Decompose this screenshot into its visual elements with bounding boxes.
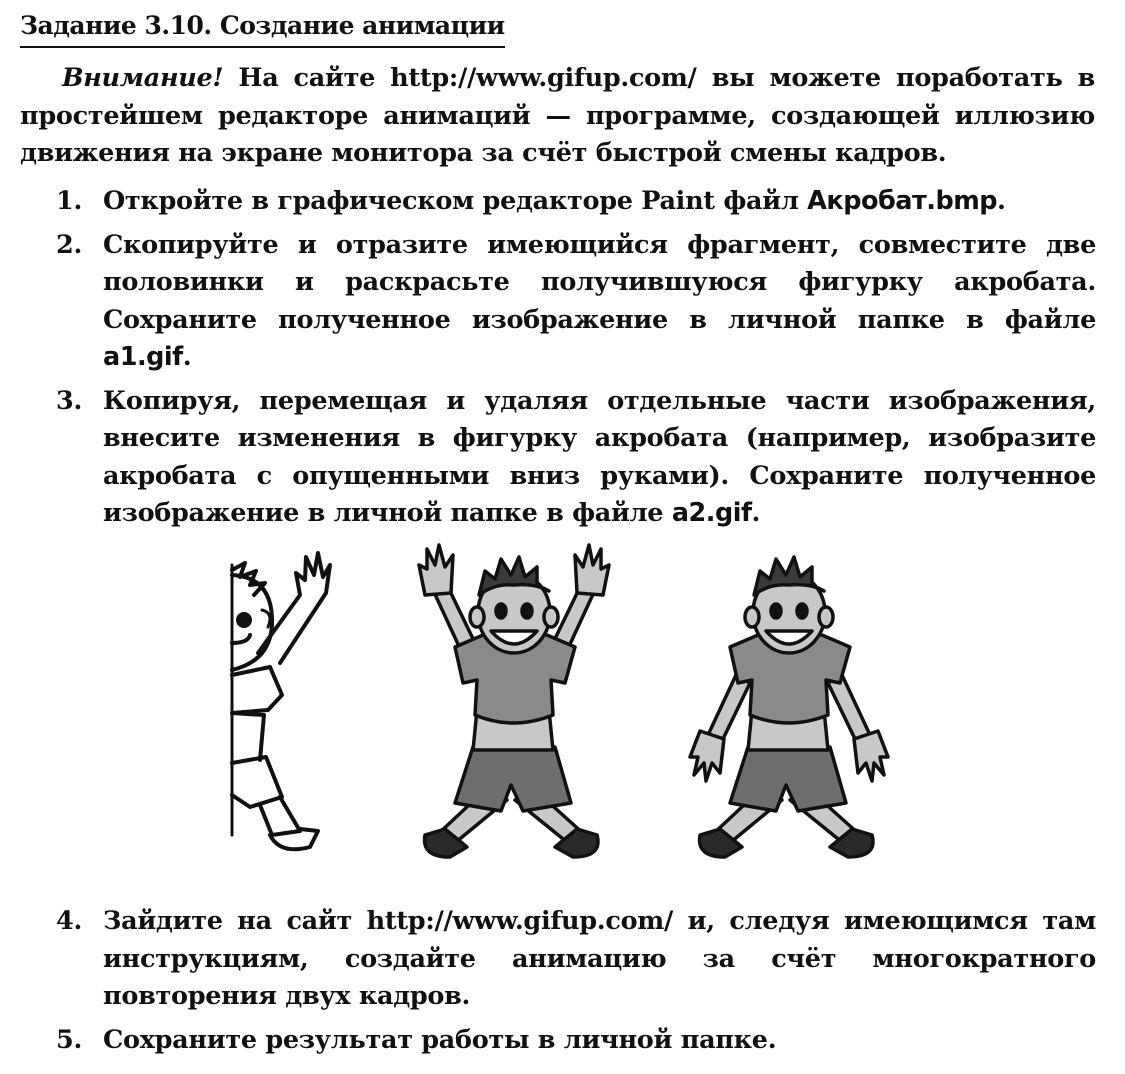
step-item bbox=[56, 383, 1096, 533]
step-item bbox=[56, 183, 1096, 221]
acrobat-figures bbox=[210, 535, 930, 880]
step-number: 1. bbox=[56, 186, 83, 216]
step-tail: . bbox=[182, 342, 192, 372]
step-text: Сохраните результат работы в личной папке. bbox=[103, 1024, 777, 1055]
step-text: Зайдите на сайт http://www.gifup.com/ и, следуя имеющимся там инструкциям, создайте анимацию за счёт многократного повторения двух кадров. bbox=[103, 906, 1096, 1011]
acrobat-arms-down bbox=[690, 557, 888, 857]
step-filename: a1.gif bbox=[103, 342, 183, 372]
step-number: 5. bbox=[56, 1024, 83, 1055]
steps-list-bottom bbox=[56, 903, 1096, 1065]
step-tail: . bbox=[751, 498, 761, 528]
attention-text: На сайте http://www.gifup.com/ вы можете поработать в простейшем редакторе анимаций — программе, создающей иллюзию движения на экране монитора за счёт быстрой смены кадров. bbox=[20, 63, 1095, 168]
step-tail: . bbox=[997, 186, 1006, 216]
acrobat-half-outline bbox=[232, 553, 330, 849]
step-text: Откройте в графическом редакторе Paint файл bbox=[103, 186, 808, 216]
step-item bbox=[56, 903, 1096, 1016]
step-text: Скопируйте и отразите имеющийся фрагмент, совместите две половинки и раскрасьте получившуюся фигурку акробата. Сохраните полученное изображение в личной папке в файле bbox=[103, 229, 1096, 335]
steps-list-top bbox=[56, 183, 1096, 539]
step-filename: Акробат.bmp bbox=[807, 186, 998, 216]
step-text: Копируя, перемещая и удаляя отдельные части изображения, внесите изменения в фигурку акробата (например, изобразите акробата с опущенными вниз руками). Сохраните полученное изображение в личной папке в файле bbox=[103, 385, 1096, 528]
attention-lead: Внимание! bbox=[62, 63, 224, 93]
step-number: 2. bbox=[56, 229, 83, 260]
step-number: 4. bbox=[56, 906, 83, 936]
attention-note bbox=[20, 60, 1095, 173]
task-heading: Задание 3.10. Создание анимации bbox=[20, 8, 505, 48]
step-number: 3. bbox=[56, 385, 83, 416]
step-item bbox=[56, 1022, 1096, 1060]
step-item bbox=[56, 227, 1096, 377]
acrobat-illustration bbox=[210, 535, 930, 880]
step-filename: a2.gif bbox=[671, 498, 752, 528]
acrobat-arms-up bbox=[419, 545, 609, 857]
